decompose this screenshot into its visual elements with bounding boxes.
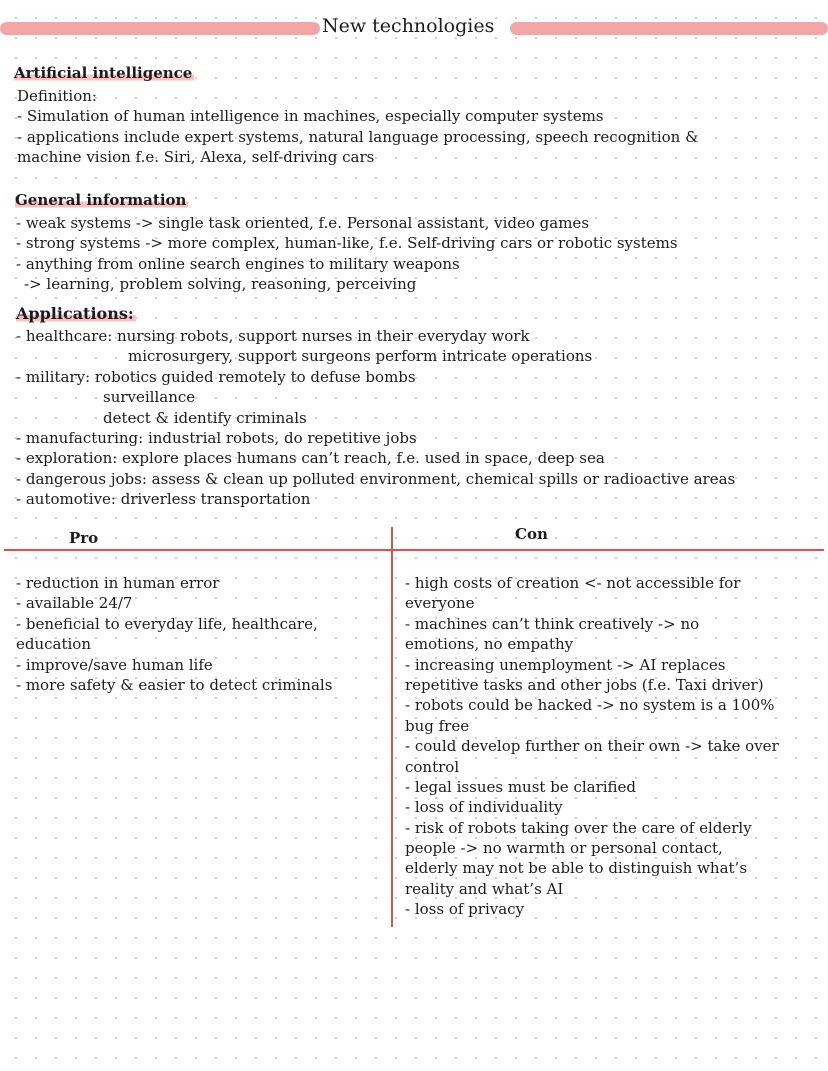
title-highlight-right xyxy=(510,22,828,35)
con-item: repetitive tasks and other jobs (f.e. Taxi driver) xyxy=(405,675,764,694)
con-item: control xyxy=(405,757,460,776)
pro-column-header: Pro xyxy=(69,529,99,547)
pro-item: education xyxy=(16,635,91,654)
heading-artificial-intelligence: Artificial intelligence xyxy=(14,64,193,82)
title-row xyxy=(0,14,828,42)
con-item: - loss of individuality xyxy=(405,798,563,817)
table-vertical-divider xyxy=(391,527,393,927)
general-information-block xyxy=(16,213,678,295)
text-line: - manufacturing: industrial robots, do repetitive jobs xyxy=(16,428,417,447)
text-line: - military: robotics guided remotely to defuse bombs xyxy=(16,367,416,386)
con-item: - robots could be hacked -> no system is a 100% xyxy=(405,696,775,715)
pro-item: - beneficial to everyday life, healthcare, xyxy=(16,614,318,633)
page-title: New technologies xyxy=(322,15,495,37)
text-line: machine vision f.e. Siri, Alexa, self-driving cars xyxy=(17,148,375,167)
applications-block xyxy=(16,326,735,510)
text-line: detect & identify criminals xyxy=(103,408,307,427)
heading-general-information: General information xyxy=(15,191,187,209)
text-line: -> learning, problem solving, reasoning, perceiving xyxy=(24,275,417,294)
text-line: - applications include expert systems, natural language processing, speech recognition & xyxy=(17,127,699,146)
text-line: - strong systems -> more complex, human-like, f.e. Self-driving cars or robotic systems xyxy=(16,234,678,253)
pro-item: - more safety & easier to detect criminals xyxy=(16,675,333,694)
con-list xyxy=(405,573,779,920)
con-column-header: Con xyxy=(515,525,548,543)
text-line: - weak systems -> single task oriented, f.e. Personal assistant, video games xyxy=(16,214,590,232)
text-line: microsurgery, support surgeons perform intricate operations xyxy=(128,347,593,366)
heading-applications: Applications: xyxy=(16,304,134,323)
con-item: - high costs of creation <- not accessible for xyxy=(405,574,741,592)
con-item: elderly may not be able to distinguish what’s xyxy=(405,859,748,878)
title-highlight-left xyxy=(0,22,320,35)
con-item: everyone xyxy=(405,594,475,613)
ai-definition-block xyxy=(17,86,698,168)
con-item: - could develop further on their own -> take over xyxy=(405,737,779,756)
pro-item: - improve/save human life xyxy=(16,655,213,674)
pro-item: - available 24/7 xyxy=(16,594,133,613)
text-line: - automotive: driverless transportation xyxy=(16,490,311,509)
text-line: - dangerous jobs: assess & clean up polluted environment, chemical spills or radioactive areas xyxy=(16,469,736,488)
con-item: - legal issues must be clarified xyxy=(405,777,637,796)
con-item: - increasing unemployment -> AI replaces xyxy=(405,655,726,674)
con-item: - risk of robots taking over the care of elderly xyxy=(405,818,752,837)
text-line: - Simulation of human intelligence in machines, especially computer systems xyxy=(17,107,604,126)
con-item: people -> no warmth or personal contact, xyxy=(405,839,723,858)
text-line: - exploration: explore places humans can’t reach, f.e. used in space, deep sea xyxy=(16,449,605,468)
table-horizontal-divider xyxy=(4,549,824,551)
text-line: - anything from online search engines to military weapons xyxy=(16,254,460,273)
con-item: bug free xyxy=(405,716,470,735)
text-line: surveillance xyxy=(103,388,196,407)
text-line: - healthcare: nursing robots, support nurses in their everyday work xyxy=(16,327,530,345)
con-item: - machines can’t think creatively -> no xyxy=(405,614,700,633)
con-item: emotions, no empathy xyxy=(405,635,574,654)
con-item: - loss of privacy xyxy=(405,900,525,919)
text-line: Definition: xyxy=(17,87,97,105)
con-item: reality and what’s AI xyxy=(405,879,564,898)
pro-item: - reduction in human error xyxy=(16,574,220,592)
pro-list xyxy=(16,573,332,695)
